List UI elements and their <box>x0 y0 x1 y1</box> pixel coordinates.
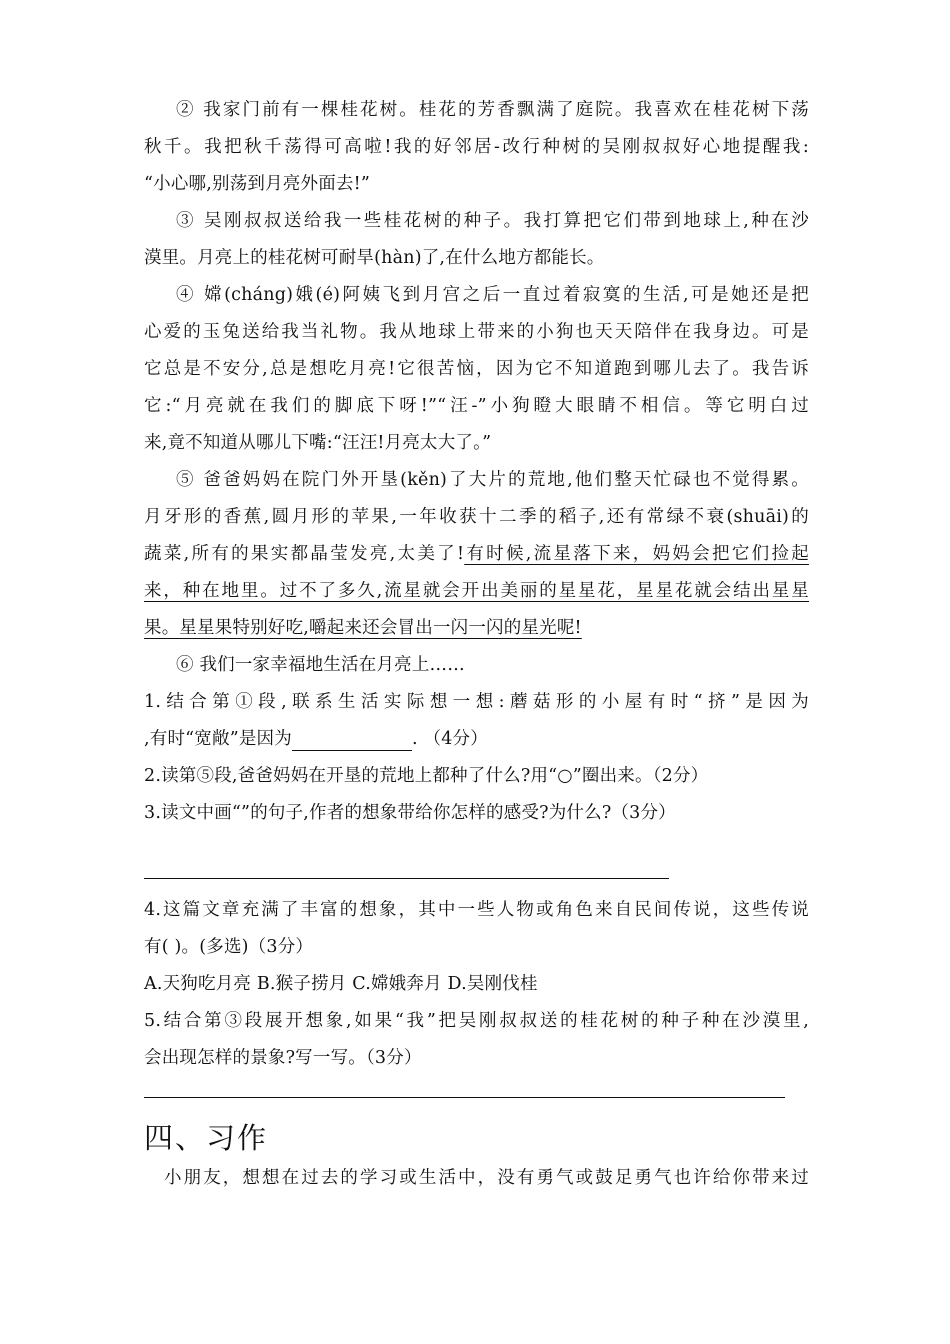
paragraph-5-line-5 <box>144 616 809 640</box>
paragraph-4-line-2: 心爱的玉兔送给我当礼物。我从地球上带来的小狗也天天陪伴在我身边。可是 <box>144 322 809 342</box>
question-5-line-2: 会出现怎样的景象?写一写。（3分） <box>144 1048 422 1068</box>
paragraph-3-line-2: 漠里。月亮上的桂花树可耐旱(hàn)了,在什么地方都能长。 <box>144 248 605 268</box>
underlined-sentence: 来，种在地里。过不了多久,流星就会开出美丽的星星花，星星花就会结出星星 <box>144 581 809 601</box>
underlined-sentence: 有时候,流星落下来，妈妈会把它们捡起 <box>464 544 809 564</box>
question-4-line-2: 有( )。(多选)（3分） <box>144 937 314 957</box>
paragraph-2-line-1: ② 我家门前有一棵桂花树。桂花的芳香飘满了庭院。我喜欢在桂花树下荡 <box>176 100 809 120</box>
paragraph-5-line-3 <box>144 542 809 566</box>
answer-line[interactable] <box>144 1097 785 1098</box>
paragraph-2-line-3: “小心哪,别荡到月亮外面去!” <box>144 174 370 194</box>
answer-line[interactable] <box>144 878 669 879</box>
paragraph-4-line-1: ④ 嫦(cháng)娥(é)阿姨飞到月宫之后一直过着寂寞的生活,可是她还是把 <box>176 285 809 305</box>
question-4-options: A.天狗吃月亮 B.猴子捞月 C.嫦娥奔月 D.吴刚伐桂 <box>144 974 538 994</box>
question-1-score: . （4分） <box>411 729 488 749</box>
question-4-line-1: 4.这篇文章充满了丰富的想象，其中一些人物或角色来自民间传说，这些传说 <box>144 900 809 920</box>
section-heading: 四、习作 <box>144 1121 269 1155</box>
paragraph-4-line-4: 它:“月亮就在我们的脚底下呀!”“汪-”小狗瞪大眼睛不相信。等它明白过 <box>144 396 809 416</box>
paragraph-4-line-5: 来,竟不知道从哪儿下嘴:“汪汪!月亮太大了。” <box>144 433 492 453</box>
question-5-line-1: 5.结合第③段展开想象,如果“我”把吴刚叔叔送的桂花树的种子种在沙漠里, <box>144 1011 809 1031</box>
section-4-intro: 小朋友，想想在过去的学习或生活中，没有勇气或鼓足勇气也许给你带来过 <box>164 1168 809 1188</box>
paragraph-2-line-2: 秋千。我把秋千荡得可高啦!我的好邻居-改行种树的吴刚叔叔好心地提醒我: <box>144 137 809 157</box>
answer-blank[interactable] <box>292 732 412 751</box>
question-3: 3.读文中画“”的句子,作者的想象带给你怎样的感受?为什么?（3分） <box>144 803 676 823</box>
paragraph-5-line-4 <box>144 579 809 603</box>
paragraph-6: ⑥ 我们一家幸福地生活在月亮上…… <box>176 655 465 675</box>
paragraph-4-line-3: 它总是不安分,总是想吃月亮!它很苦恼，因为它不知道跑到哪儿去了。我告诉 <box>144 359 809 379</box>
paragraph-5-line-1: ⑤ 爸爸妈妈在院门外开垦(kěn)了大片的荒地,他们整天忙碌也不觉得累。 <box>176 470 809 490</box>
question-2: 2.读第⑤段,爸爸妈妈在开垦的荒地上都种了什么?用“○”圈出来。（2分） <box>144 766 709 786</box>
underlined-sentence: 果。星星果特别好吃,嚼起来还会冒出一闪一闪的星光呢! <box>144 618 582 638</box>
paragraph-5-plain-text: 蔬菜,所有的果实都晶莹发亮,太美了! <box>144 544 465 564</box>
paragraph-3-line-1: ③ 吴刚叔叔送给我一些桂花树的种子。我打算把它们带到地球上,种在沙 <box>176 211 809 231</box>
question-1-line-2 <box>144 727 809 751</box>
question-1-line-1: 1.结合第①段,联系生活实际想一想:蘑菇形的小屋有时“挤”是因为 <box>144 692 809 712</box>
paragraph-5-line-2: 月牙形的香蕉,圆月形的苹果,一年收获十二季的稻子,还有常绿不衰(shuāi)的 <box>144 507 809 527</box>
question-1-text: ,有时“宽敞”是因为 <box>144 729 292 749</box>
